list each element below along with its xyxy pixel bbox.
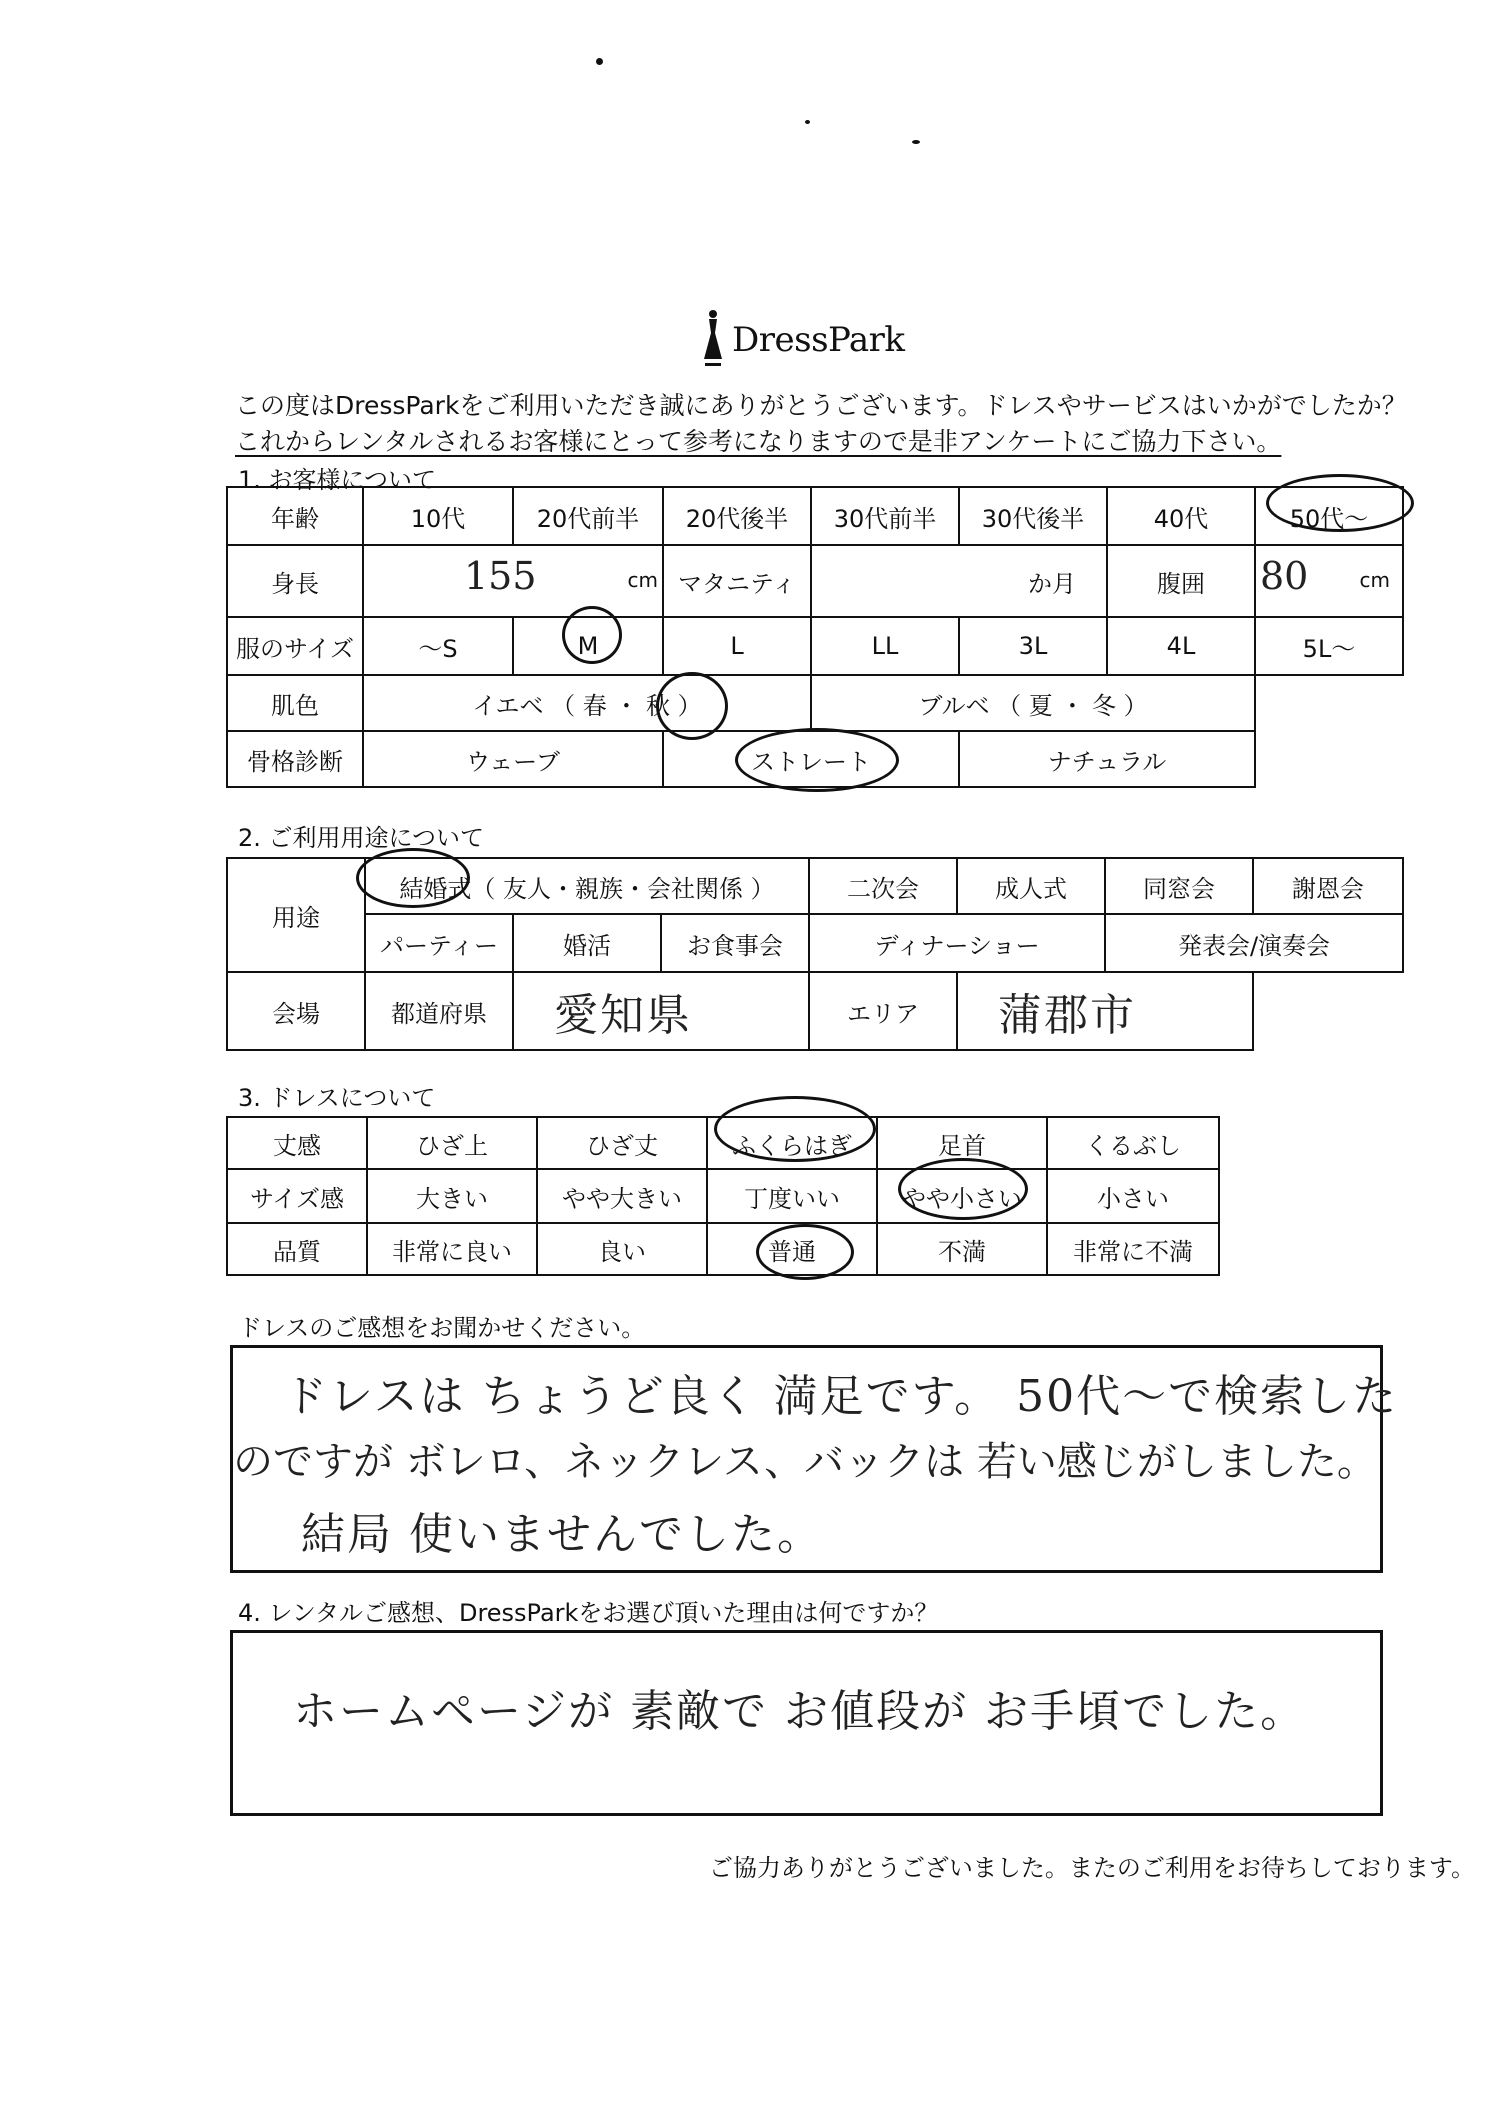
area-value: 蒲郡市 bbox=[998, 990, 1137, 1041]
thank-you-footer: ご協力ありがとうございました。またのご利用をお待ちしております。 bbox=[708, 1854, 1475, 1882]
quality-row bbox=[227, 1223, 1219, 1275]
length-option[interactable]: 足首 bbox=[877, 1117, 1047, 1169]
maternity-unit: か月 bbox=[1028, 569, 1076, 598]
frame-option-selected[interactable]: ストレート bbox=[663, 731, 959, 787]
skin-yellow-option[interactable]: イエベ （ 春 ・ 秋 ） bbox=[363, 675, 811, 731]
section-3-title: 3. ドレスについて bbox=[238, 1084, 436, 1112]
purpose-option[interactable]: 発表会/演奏会 bbox=[1105, 914, 1403, 972]
scan-speck bbox=[912, 140, 920, 144]
section-4-title: 4. レンタルご感想、DressParkをお選び頂いた理由は何ですか？ bbox=[238, 1599, 939, 1627]
height-row bbox=[227, 545, 1403, 617]
venue-row bbox=[227, 972, 1403, 1050]
impressions-line-2: のですが ボレロ、ネックレス、バックは 若い感じがしました。 bbox=[233, 1439, 1377, 1485]
age-row bbox=[227, 487, 1403, 545]
length-option[interactable]: くるぶし bbox=[1047, 1117, 1219, 1169]
fit-label: サイズ感 bbox=[227, 1169, 367, 1223]
waist-field[interactable] bbox=[1255, 545, 1403, 617]
reason-box[interactable] bbox=[230, 1630, 1383, 1816]
height-field[interactable] bbox=[363, 545, 663, 617]
fit-row bbox=[227, 1169, 1219, 1223]
purpose-option[interactable]: 成人式 bbox=[957, 858, 1105, 914]
quality-option[interactable]: 非常に良い bbox=[367, 1223, 537, 1275]
purpose-option[interactable]: ディナーショー bbox=[809, 914, 1105, 972]
section-1-title: 1. お客様について bbox=[238, 466, 437, 494]
skin-blue-option[interactable]: ブルベ （ 夏 ・ 冬 ） bbox=[811, 675, 1255, 731]
skin-label: 肌色 bbox=[227, 675, 363, 731]
section-2-title: 2. ご利用用途について bbox=[238, 824, 485, 852]
age-option[interactable]: 40代 bbox=[1107, 487, 1255, 545]
prefecture-label: 都道府県 bbox=[365, 972, 513, 1050]
length-option-selected[interactable]: ふくらはぎ bbox=[707, 1117, 877, 1169]
size-option[interactable]: L bbox=[663, 617, 811, 675]
quality-option-selected[interactable]: 普通 bbox=[707, 1223, 877, 1275]
impressions-title: ドレスのご感想をお聞かせください。 bbox=[238, 1314, 646, 1342]
empty-cell bbox=[1255, 675, 1403, 731]
height-label: 身長 bbox=[227, 545, 363, 617]
impressions-line-1: ドレスは ちょうど良く 満足です。 50代～で検索した bbox=[283, 1371, 1399, 1422]
fit-option[interactable]: やや大きい bbox=[537, 1169, 707, 1223]
age-option-selected[interactable]: 50代～ bbox=[1255, 487, 1403, 545]
waist-value: 80 bbox=[1260, 554, 1309, 598]
age-label: 年齢 bbox=[227, 487, 363, 545]
age-option[interactable]: 10代 bbox=[363, 487, 513, 545]
fit-option[interactable]: 大きい bbox=[367, 1169, 537, 1223]
prefecture-field[interactable] bbox=[513, 972, 809, 1050]
purpose-option[interactable]: 婚活 bbox=[513, 914, 661, 972]
selection-mark bbox=[898, 1158, 1028, 1220]
frame-option[interactable]: ウェーブ bbox=[363, 731, 663, 787]
purpose-option[interactable]: 謝恩会 bbox=[1253, 858, 1403, 914]
brand-logo bbox=[700, 305, 905, 375]
fit-option[interactable]: 丁度いい bbox=[707, 1169, 877, 1223]
age-option[interactable]: 30代前半 bbox=[811, 487, 959, 545]
size-option[interactable]: 3L bbox=[959, 617, 1107, 675]
length-option[interactable]: ひざ上 bbox=[367, 1117, 537, 1169]
skin-row bbox=[227, 675, 1403, 731]
purpose-option[interactable]: パーティー bbox=[365, 914, 513, 972]
age-option[interactable]: 30代後半 bbox=[959, 487, 1107, 545]
brand-name: DressPark bbox=[732, 320, 905, 360]
intro-line-1: この度はDressParkをご利用いただき誠にありがとうございます。ドレスやサービスはいかがでしたか？ bbox=[235, 391, 1407, 420]
impressions-box[interactable] bbox=[230, 1345, 1399, 1573]
empty-cell bbox=[1255, 731, 1403, 787]
frame-option[interactable]: ナチュラル bbox=[959, 731, 1255, 787]
quality-label: 品質 bbox=[227, 1223, 367, 1275]
length-label: 丈感 bbox=[227, 1117, 367, 1169]
size-option[interactable]: 5L～ bbox=[1255, 617, 1403, 675]
fit-option[interactable]: 小さい bbox=[1047, 1169, 1219, 1223]
area-field[interactable] bbox=[957, 972, 1253, 1050]
purpose-label: 用途 bbox=[227, 858, 365, 972]
size-row bbox=[227, 617, 1403, 675]
maternity-label: マタニティ bbox=[663, 545, 811, 617]
height-value: 155 bbox=[464, 554, 537, 598]
size-option[interactable]: ～S bbox=[363, 617, 513, 675]
size-option[interactable]: 4L bbox=[1107, 617, 1255, 675]
age-option[interactable]: 20代後半 bbox=[663, 487, 811, 545]
impressions-line-3: 結局 使いませんでした。 bbox=[301, 1509, 823, 1560]
waist-label: 腹囲 bbox=[1107, 545, 1255, 617]
length-option[interactable]: ひざ丈 bbox=[537, 1117, 707, 1169]
prefecture-value: 愛知県 bbox=[554, 990, 692, 1041]
purpose-option[interactable]: 同窓会 bbox=[1105, 858, 1253, 914]
selection-mark bbox=[735, 728, 899, 792]
size-option-selected[interactable]: M bbox=[513, 617, 663, 675]
quality-option[interactable]: 良い bbox=[537, 1223, 707, 1275]
size-label: 服のサイズ bbox=[227, 617, 363, 675]
scan-speck bbox=[805, 120, 810, 124]
empty-cell bbox=[1253, 972, 1403, 1050]
waist-unit: cm bbox=[1359, 568, 1390, 592]
selection-mark bbox=[1266, 474, 1414, 532]
intro-text bbox=[235, 388, 1407, 460]
purpose-row-2 bbox=[227, 914, 1403, 972]
selection-mark bbox=[562, 606, 622, 664]
fit-option-selected[interactable]: やや小さい bbox=[877, 1169, 1047, 1223]
size-option[interactable]: LL bbox=[811, 617, 959, 675]
purpose-option-selected[interactable]: 結婚式（ 友人・親族・会社関係 ） bbox=[365, 858, 809, 914]
age-option[interactable]: 20代前半 bbox=[513, 487, 663, 545]
selection-mark bbox=[714, 1096, 876, 1162]
purpose-option[interactable]: 二次会 bbox=[809, 858, 957, 914]
selection-mark bbox=[756, 1224, 854, 1280]
quality-option[interactable]: 非常に不満 bbox=[1047, 1223, 1219, 1275]
maternity-field[interactable] bbox=[811, 545, 1107, 617]
dress-icon bbox=[700, 309, 726, 371]
selection-mark bbox=[356, 848, 470, 908]
purpose-option[interactable]: お食事会 bbox=[661, 914, 809, 972]
frame-label: 骨格診断 bbox=[227, 731, 363, 787]
venue-label: 会場 bbox=[227, 972, 365, 1050]
area-label: エリア bbox=[809, 972, 957, 1050]
scan-speck bbox=[596, 58, 603, 65]
quality-option[interactable]: 不満 bbox=[877, 1223, 1047, 1275]
selection-mark bbox=[656, 672, 728, 740]
height-unit: cm bbox=[627, 568, 658, 592]
intro-line-2: これからレンタルされるお客様にとって参考になりますので是非アンケートにご協力下さい。 bbox=[235, 427, 1282, 456]
reason-answer: ホームページが 素敵で お値段が お手頃でした。 bbox=[293, 1686, 1307, 1737]
